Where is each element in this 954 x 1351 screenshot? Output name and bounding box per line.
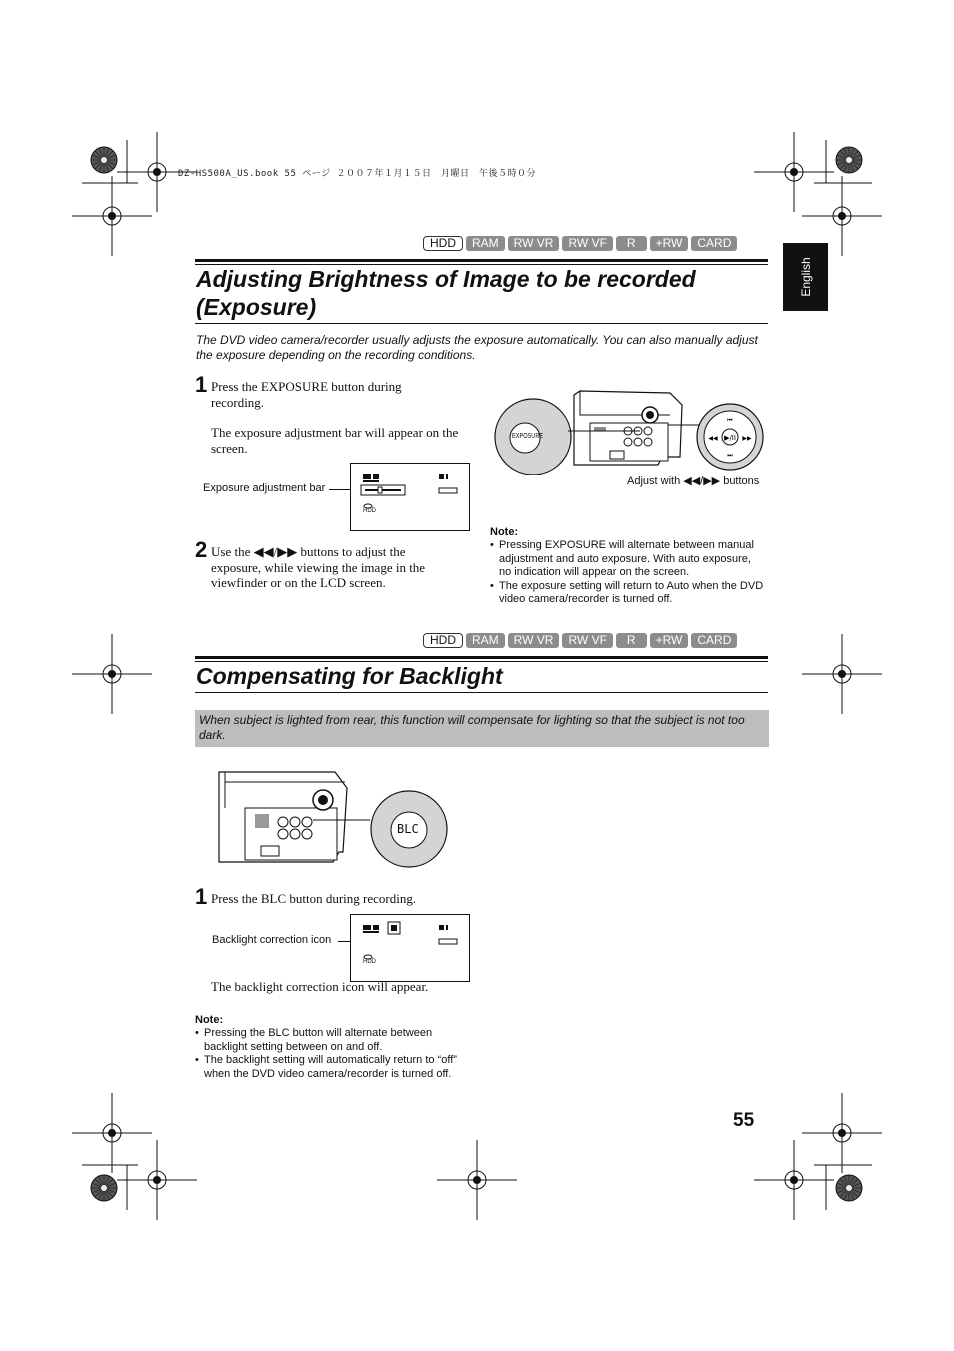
exposure-button-label: EXPOSURE bbox=[512, 433, 544, 440]
section2-step1-text: Press the BLC button during recording. bbox=[211, 891, 417, 906]
section2-intro-box bbox=[195, 710, 769, 747]
media-badges-2 bbox=[423, 633, 737, 648]
backlight-icon-label: Backlight correction icon bbox=[212, 934, 332, 946]
section2-note-title: Note: bbox=[195, 1014, 224, 1026]
section2-step1-number: 1 bbox=[195, 884, 208, 909]
badge-card: CARD bbox=[691, 633, 737, 648]
section1-title-line1: Adjusting Brightness of Image to be recorded bbox=[196, 266, 696, 292]
section2-title: Compensating for Backlight bbox=[196, 663, 503, 689]
section1-title-line2: (Exposure) bbox=[196, 294, 317, 320]
svg-text:▶▶: ▶▶ bbox=[742, 435, 752, 442]
lcd-icons bbox=[351, 915, 469, 981]
camcorder-blc-illustration bbox=[215, 768, 455, 868]
section2-bottom-rule bbox=[195, 692, 768, 693]
lcd-icons bbox=[351, 464, 469, 530]
svg-text:⏭: ⏭ bbox=[727, 452, 733, 459]
section1-intro: The DVD video camera/recorder usually adjusts the exposure automatically. You can also manually adjust the exposure depending on the recording conditions. bbox=[196, 333, 758, 362]
section2-note-list bbox=[195, 1027, 470, 1081]
badge-card: CARD bbox=[691, 236, 737, 251]
badge-r: R bbox=[616, 236, 647, 251]
step1-number: 1 bbox=[195, 372, 208, 397]
badge-rw-vr: RW VR bbox=[508, 236, 560, 251]
badge-plus-rw: +RW bbox=[650, 633, 689, 648]
book-header-line: DZ-HS500A_US.book 55 ページ ２００７年１月１５日 月曜日 午後５時０分 bbox=[178, 169, 537, 179]
section1-bottom-rule bbox=[195, 323, 768, 324]
step2-number: 2 bbox=[195, 537, 208, 562]
svg-text:◀◀: ◀◀ bbox=[708, 435, 718, 442]
lcd-hdd-icon-text: HDD bbox=[363, 508, 376, 514]
section2-intro: When subject is lighted from rear, this function will compensate for lighting so that the subject is not too dark. bbox=[199, 713, 745, 742]
language-tab bbox=[783, 243, 828, 311]
camcorder-exposure-illustration bbox=[490, 385, 770, 475]
media-badges-1 bbox=[423, 236, 737, 251]
step1-subtext: The exposure adjustment bar will appear on the screen. bbox=[211, 425, 459, 456]
note-item: • Pressing the BLC button will alternate between backlight setting between on and off. bbox=[195, 1027, 470, 1054]
lcd-screen-backlight bbox=[350, 914, 470, 982]
svg-text:▶/II: ▶/II bbox=[724, 434, 736, 442]
badge-r: R bbox=[616, 633, 647, 648]
section2-step1-subtext: The backlight correction icon will appear. bbox=[211, 979, 429, 994]
badge-rw-vf: RW VF bbox=[562, 633, 612, 648]
svg-text:⏮: ⏮ bbox=[727, 417, 733, 424]
badge-plus-rw: +RW bbox=[650, 236, 689, 251]
badge-ram: RAM bbox=[466, 633, 505, 648]
language-tab-label: English bbox=[798, 257, 813, 297]
exposure-bar-label: Exposure adjustment bar bbox=[203, 482, 326, 494]
lcd-hdd-icon-text: HDD bbox=[363, 959, 376, 965]
note-item: • Pressing EXPOSURE will alternate between manual adjustment and auto exposure. With auto exposure, no indication will appear on the screen. bbox=[490, 539, 765, 580]
step1-text: Press the EXPOSURE button during recording. bbox=[211, 379, 402, 410]
blc-button-label: BLC bbox=[397, 822, 419, 836]
badge-hdd: HDD bbox=[423, 236, 463, 251]
page-number: 55 bbox=[733, 1110, 755, 1131]
badge-rw-vf: RW VF bbox=[562, 236, 612, 251]
camera-caption: Adjust with ◀◀/▶▶ buttons bbox=[627, 475, 760, 487]
note-item: • The exposure setting will return to Auto when the DVD video camera/recorder is turned off. bbox=[490, 580, 765, 607]
lcd-screen-exposure bbox=[350, 463, 470, 531]
note-item: • The backlight setting will automatically return to “off” when the DVD video camera/recorder is turned off. bbox=[195, 1054, 470, 1081]
badge-rw-vr: RW VR bbox=[508, 633, 560, 648]
section1-note-list bbox=[490, 539, 765, 607]
badge-ram: RAM bbox=[466, 236, 505, 251]
section1-note-title: Note: bbox=[490, 526, 519, 538]
badge-hdd: HDD bbox=[423, 633, 463, 648]
step2-text: Use the ◀◀/▶▶ buttons to adjust the exposure, while viewing the image in the viewfinder or on the LCD screen. bbox=[211, 544, 426, 590]
